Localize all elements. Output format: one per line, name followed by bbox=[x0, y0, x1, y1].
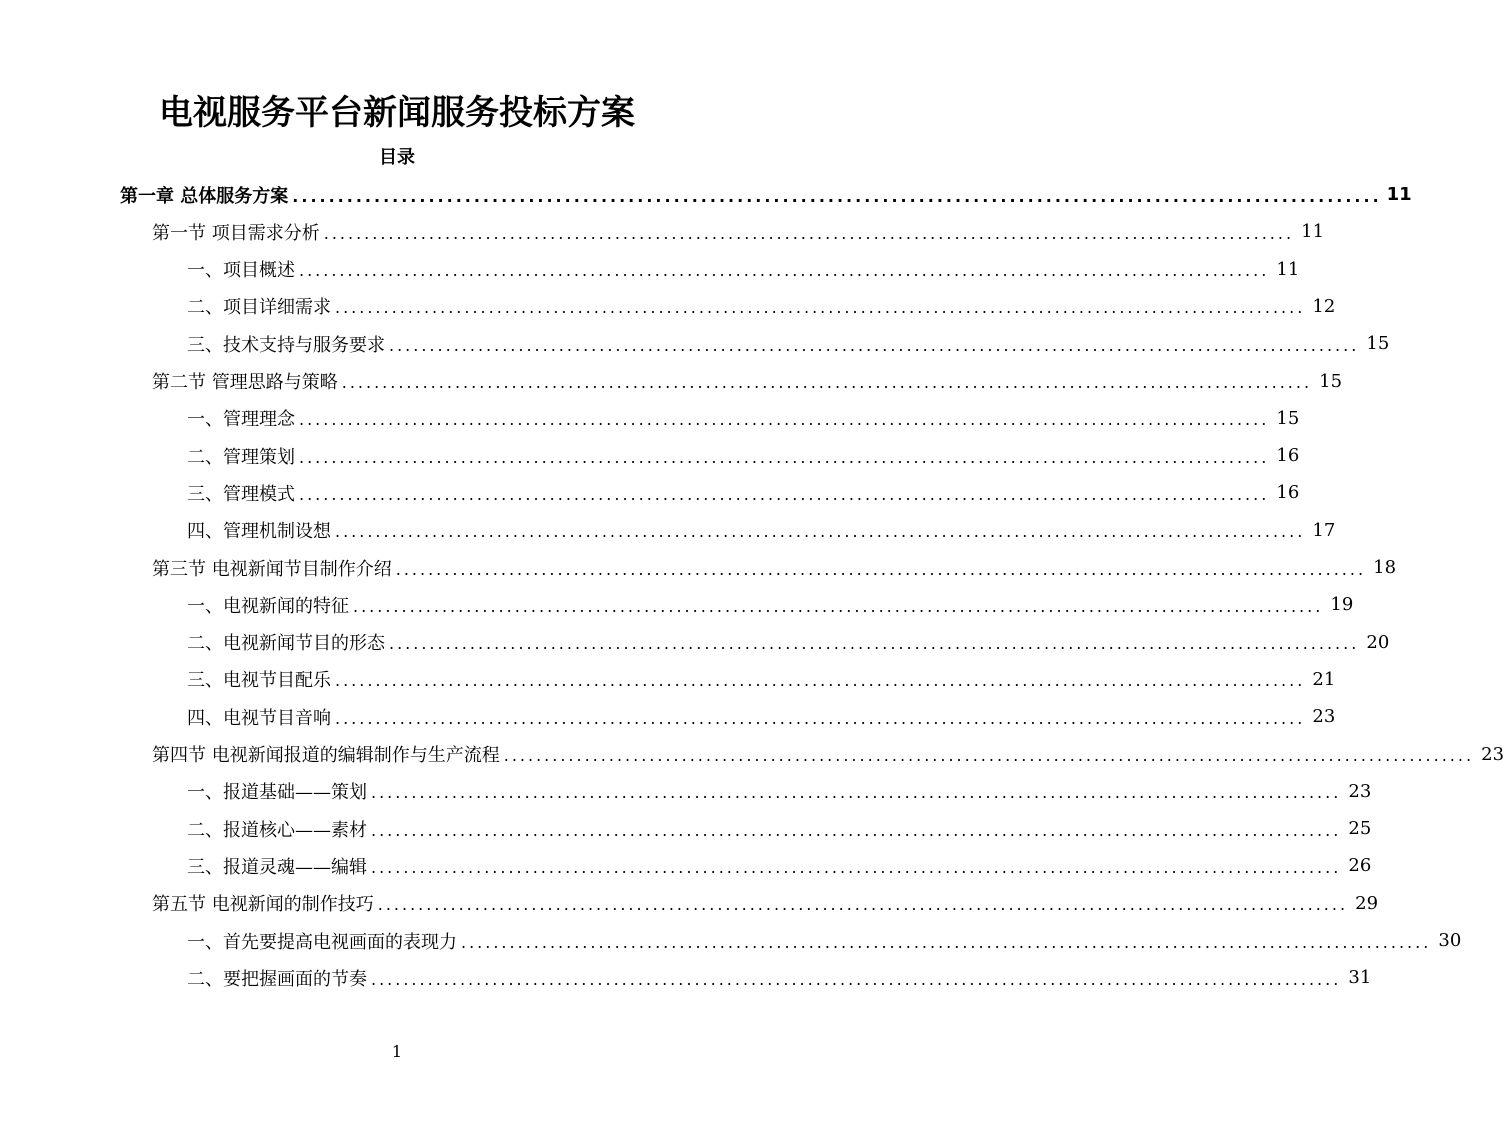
toc-dot-leader: ........................................................................................................................ bbox=[461, 932, 1432, 952]
toc-subsection-entry[interactable] bbox=[187, 698, 1336, 735]
toc-dot-leader: ........................................................................................................................ bbox=[353, 596, 1324, 616]
toc-entry-label: 二、项目详细需求 bbox=[187, 297, 331, 319]
toc-entry-label: 一、项目概述 bbox=[187, 260, 295, 282]
page-number: 1 bbox=[391, 1042, 403, 1061]
toc-section-entry[interactable] bbox=[152, 736, 1504, 773]
toc-entry-page: 15 bbox=[1276, 407, 1300, 429]
toc-entry-label: 第一节 项目需求分析 bbox=[152, 222, 320, 244]
toc-entry-page: 17 bbox=[1312, 519, 1336, 541]
toc-dot-leader: ........................................................................................................................ bbox=[395, 559, 1367, 579]
toc-dot-leader: ........................................................................................................................ bbox=[335, 708, 1306, 728]
toc-subsection-entry[interactable] bbox=[187, 251, 1300, 288]
toc-entry-page: 23 bbox=[1481, 743, 1504, 765]
toc-entry-label: 第三节 电视新闻节目制作介绍 bbox=[152, 558, 392, 580]
toc-section-entry[interactable] bbox=[152, 885, 1379, 922]
toc-dot-leader: ........................................................................................................................ bbox=[371, 820, 1342, 840]
toc-entry-label: 一、管理理念 bbox=[187, 409, 295, 431]
toc-subsection-entry[interactable] bbox=[187, 773, 1372, 810]
document-title: 电视服务平台新闻服务投标方案 bbox=[159, 93, 635, 133]
toc-subsection-entry[interactable] bbox=[187, 624, 1390, 661]
toc-subsection-entry[interactable] bbox=[187, 959, 1372, 996]
toc-entry-label: 一、电视新闻的特征 bbox=[187, 595, 349, 617]
toc-dot-leader: ........................................................................................................................ bbox=[292, 186, 1382, 206]
toc-subsection-entry[interactable] bbox=[187, 437, 1300, 474]
toc-dot-leader: ........................................................................................................................ bbox=[389, 634, 1360, 654]
toc-dot-leader: ........................................................................................................................ bbox=[371, 857, 1342, 877]
toc-subsection-entry[interactable] bbox=[187, 810, 1372, 847]
toc-entry-page: 30 bbox=[1438, 930, 1462, 951]
toc-entry-page: 31 bbox=[1348, 967, 1372, 989]
toc-subsection-entry[interactable] bbox=[187, 288, 1336, 325]
toc-entry-page: 23 bbox=[1348, 780, 1372, 802]
toc-heading: 目录 bbox=[379, 147, 415, 168]
toc-dot-leader: ........................................................................................................................ bbox=[323, 223, 1295, 243]
toc-entry-label: 三、报道灵魂——编辑 bbox=[187, 856, 367, 878]
toc-entry-page: 11 bbox=[1386, 184, 1412, 205]
toc-dot-leader: ........................................................................................................................ bbox=[371, 969, 1342, 989]
toc-entry-label: 第一章 总体服务方案 bbox=[120, 185, 289, 207]
toc-dot-leader: ........................................................................................................................ bbox=[503, 746, 1475, 765]
toc-entry-page: 19 bbox=[1330, 594, 1354, 616]
toc-section-entry[interactable] bbox=[152, 549, 1397, 586]
toc-subsection-entry[interactable] bbox=[187, 400, 1300, 437]
toc-subsection-entry[interactable] bbox=[187, 325, 1390, 362]
toc-dot-leader: ........................................................................................................................ bbox=[371, 783, 1342, 803]
toc-entry-page: 11 bbox=[1276, 258, 1300, 280]
toc-section-entry[interactable] bbox=[152, 363, 1343, 400]
toc-entry-page: 15 bbox=[1319, 370, 1343, 392]
toc-dot-leader: ........................................................................................................................ bbox=[335, 298, 1306, 318]
toc-entry-label: 一、报道基础——策划 bbox=[187, 782, 367, 804]
toc-section-entry[interactable] bbox=[152, 213, 1325, 250]
toc-entry-page: 11 bbox=[1301, 221, 1325, 243]
toc-entry-page: 12 bbox=[1312, 295, 1336, 317]
toc-entry-label: 二、报道核心——素材 bbox=[187, 819, 367, 841]
toc-subsection-entry[interactable] bbox=[187, 512, 1336, 549]
toc-dot-leader: ........................................................................................................................ bbox=[299, 261, 1270, 281]
toc-entry-page: 29 bbox=[1355, 892, 1379, 914]
toc-subsection-entry[interactable] bbox=[187, 474, 1300, 511]
toc-chapter-entry[interactable] bbox=[120, 176, 1412, 213]
toc-dot-leader: ........................................................................................................................ bbox=[335, 522, 1306, 542]
toc-entry-label: 二、要把握画面的节奏 bbox=[187, 968, 367, 990]
toc-entry-label: 四、管理机制设想 bbox=[187, 521, 331, 543]
toc-entry-page: 26 bbox=[1348, 855, 1372, 877]
toc-entry-label: 第二节 管理思路与策略 bbox=[152, 372, 338, 393]
toc-dot-leader: ........................................................................................................................ bbox=[377, 895, 1349, 915]
toc-dot-leader: ........................................................................................................................ bbox=[389, 335, 1360, 355]
toc-entry-page: 18 bbox=[1373, 557, 1397, 578]
toc-subsection-entry[interactable] bbox=[187, 847, 1372, 884]
toc-entry-label: 一、首先要提高电视画面的表现力 bbox=[187, 931, 457, 953]
toc-entry-label: 二、电视新闻节目的形态 bbox=[187, 633, 385, 655]
toc-subsection-entry[interactable] bbox=[187, 586, 1354, 623]
toc-dot-leader: ........................................................................................................................ bbox=[299, 410, 1270, 430]
toc-entry-page: 20 bbox=[1366, 631, 1390, 653]
toc-entry-page: 23 bbox=[1312, 706, 1336, 728]
toc-entry-label: 三、技术支持与服务要求 bbox=[187, 334, 385, 356]
toc-entry-label: 三、管理模式 bbox=[187, 483, 295, 505]
toc-entry-label: 四、电视节目音响 bbox=[187, 707, 331, 729]
toc-dot-leader: ........................................................................................................................ bbox=[299, 484, 1270, 504]
toc-entry-label: 三、电视节目配乐 bbox=[187, 670, 331, 692]
toc-entry-page: 16 bbox=[1276, 482, 1300, 504]
toc-subsection-entry[interactable] bbox=[187, 661, 1336, 698]
toc-entry-label: 第五节 电视新闻的制作技巧 bbox=[152, 894, 374, 916]
toc-entry-label: 二、管理策划 bbox=[187, 446, 295, 468]
toc-entry-page: 16 bbox=[1276, 445, 1300, 467]
toc-dot-leader: ........................................................................................................................ bbox=[341, 373, 1313, 392]
toc-dot-leader: ........................................................................................................................ bbox=[299, 447, 1270, 467]
toc-entry-page: 15 bbox=[1366, 333, 1390, 355]
toc-dot-leader: ........................................................................................................................ bbox=[335, 671, 1306, 691]
toc-entry-page: 25 bbox=[1348, 818, 1372, 840]
toc-subsection-entry[interactable] bbox=[187, 922, 1462, 959]
toc-entry-page: 21 bbox=[1312, 668, 1336, 690]
toc-entry-label: 第四节 电视新闻报道的编辑制作与生产流程 bbox=[152, 745, 500, 766]
